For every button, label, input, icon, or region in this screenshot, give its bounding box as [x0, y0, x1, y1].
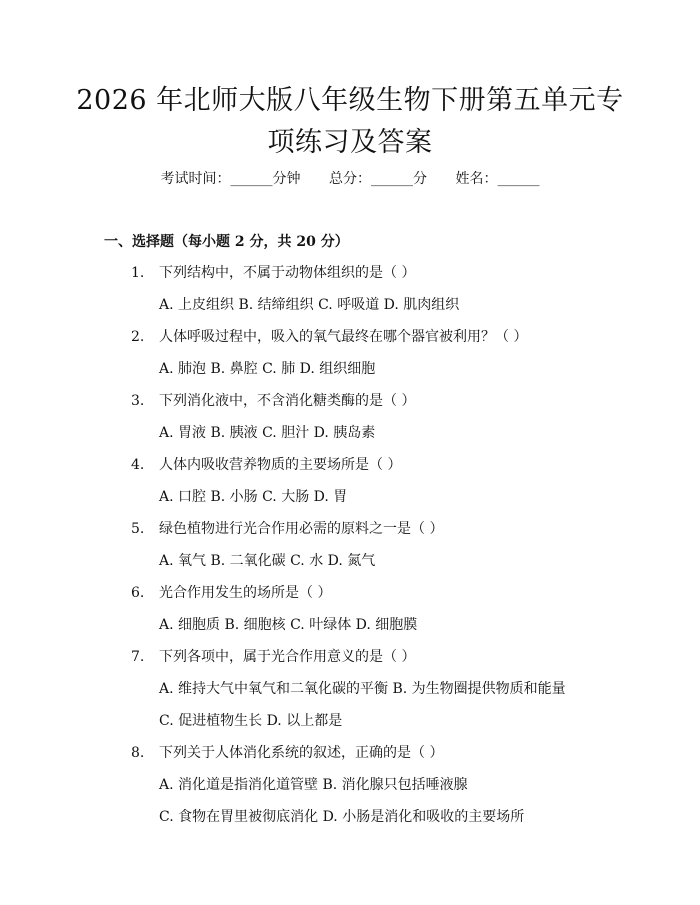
question-text: 人体呼吸过程中，吸入的氧气最终在哪个器官被利用？（ ）	[159, 329, 528, 345]
question-2	[131, 326, 527, 346]
question-number: 6.	[131, 585, 145, 601]
question-7	[131, 646, 415, 666]
question-number: 7.	[131, 649, 145, 665]
question-7-options-line-1: A. 维持大气中氧气和二氧化碳的平衡 B. 为生物圈提供物质和能量	[159, 681, 566, 697]
question-1-options: A. 上皮组织 B. 结缔组织 C. 呼吸道 D. 肌肉组织	[159, 297, 460, 313]
question-2-options: A. 肺泡 B. 鼻腔 C. 肺 D. 组织细胞	[159, 361, 376, 377]
question-5	[131, 518, 443, 538]
question-3	[131, 390, 415, 410]
question-3-options: A. 胃液 B. 胰液 C. 胆汁 D. 胰岛素	[159, 425, 376, 441]
question-7-options-line-2: C. 促进植物生长 D. 以上都是	[159, 713, 343, 729]
exam-meta	[0, 168, 700, 188]
question-6	[131, 582, 331, 602]
question-6-options: A. 细胞质 B. 细胞核 C. 叶绿体 D. 细胞膜	[159, 617, 418, 633]
question-text: 光合作用发生的场所是（ ）	[159, 585, 332, 601]
question-number: 5.	[131, 521, 145, 537]
question-1	[131, 262, 415, 282]
document-title	[60, 80, 640, 164]
title-line-2: 项练习及答案	[267, 127, 433, 158]
question-number: 2.	[131, 329, 145, 345]
question-text: 下列各项中，属于光合作用意义的是（ ）	[159, 649, 416, 665]
student-name: 姓名：______	[455, 171, 540, 187]
question-8-options-line-2: C. 食物在胃里被彻底消化 D. 小肠是消化和吸收的主要场所	[159, 809, 525, 825]
question-text: 下列消化液中，不含消化糖类酶的是（ ）	[159, 393, 416, 409]
question-number: 3.	[131, 393, 145, 409]
question-5-options: A. 氧气 B. 二氧化碳 C. 水 D. 氮气	[159, 553, 376, 569]
question-number: 4.	[131, 457, 145, 473]
total-score: 总分：______分	[329, 171, 427, 187]
question-number: 1.	[131, 265, 145, 281]
title-line-1: 2026 年北师大版八年级生物下册第五单元专	[76, 85, 624, 116]
question-8	[131, 742, 443, 762]
question-8-options-line-1: A. 消化道是指消化道管壁 B. 消化腺只包括唾液腺	[159, 777, 468, 793]
question-4	[131, 454, 401, 474]
question-text: 绿色植物进行光合作用必需的原料之一是（ ）	[159, 521, 444, 537]
exam-time: 考试时间：______分钟	[160, 171, 301, 187]
section-title: 一、选择题（每小题 2 分，共 20 分）	[104, 234, 349, 250]
question-4-options: A. 口腔 B. 小肠 C. 大肠 D. 胃	[159, 489, 348, 505]
question-text: 人体内吸收营养物质的主要场所是（ ）	[159, 457, 402, 473]
question-text: 下列关于人体消化系统的叙述，正确的是（ ）	[159, 745, 444, 761]
question-number: 8.	[131, 745, 145, 761]
question-text: 下列结构中，不属于动物体组织的是（ ）	[159, 265, 416, 281]
